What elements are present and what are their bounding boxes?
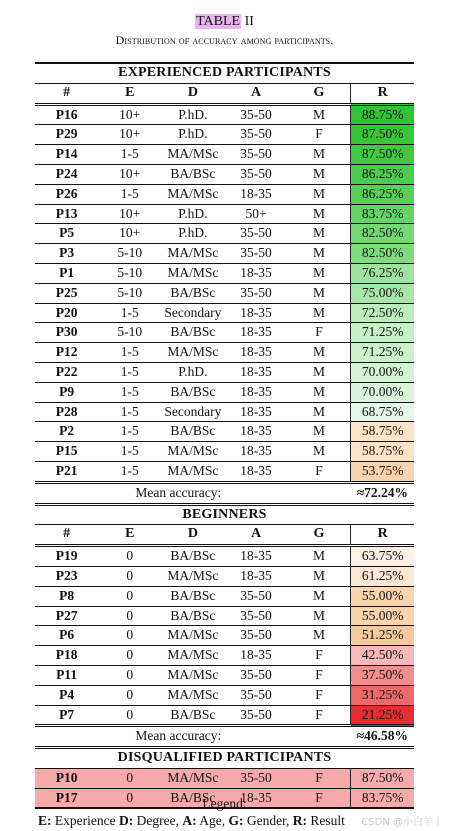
cell-gender: M [288, 184, 351, 204]
cell-age: 18-35 [224, 263, 287, 283]
table-row [35, 402, 414, 422]
cell-experience: 10+ [98, 104, 161, 125]
cell-degree: BA/BSc [161, 382, 224, 402]
cell-age: 35-50 [224, 626, 287, 646]
cell-degree: MA/MSc [161, 685, 224, 705]
cell-degree: BA/BSc [161, 586, 224, 606]
cell-age: 18-35 [224, 382, 287, 402]
table-row [35, 685, 414, 705]
cell-gender: M [288, 204, 351, 224]
mean-accuracy-value: ≈46.58% [351, 726, 414, 748]
cell-experience: 0 [98, 685, 161, 705]
table-label: TABLE [196, 14, 241, 29]
cell-participant: P6 [35, 626, 98, 646]
legend-key-e: E: [38, 813, 52, 828]
table-row [35, 665, 414, 685]
cell-gender: M [288, 362, 351, 382]
column-header-age: A [224, 525, 287, 546]
cell-degree: P.hD. [161, 224, 224, 244]
cell-gender: M [288, 263, 351, 283]
cell-age: 35-50 [224, 685, 287, 705]
table-row [35, 546, 414, 567]
legend-text-a: Age, [199, 813, 226, 828]
cell-degree: BA/BSc [161, 283, 224, 303]
cell-gender: M [288, 442, 351, 462]
table-row [35, 145, 414, 165]
cell-degree: P.hD. [161, 362, 224, 382]
watermark: CSDN @小白羊丨 [361, 817, 443, 828]
cell-participant: P15 [35, 442, 98, 462]
cell-participant: P20 [35, 303, 98, 323]
column-header-result: R [351, 525, 414, 546]
table-row [35, 461, 414, 482]
mean-accuracy-label: Mean accuracy: [35, 482, 288, 504]
cell-experience: 0 [98, 586, 161, 606]
cell-gender: M [288, 382, 351, 402]
cell-age: 18-35 [224, 442, 287, 462]
table-row [35, 606, 414, 626]
table-numeral: II [244, 14, 254, 29]
cell-degree: BA/BSc [161, 164, 224, 184]
cell-age: 50+ [224, 204, 287, 224]
table-row [35, 382, 414, 402]
table-caption-label [0, 14, 449, 30]
cell-degree: MA/MSc [161, 566, 224, 586]
cell-result: 68.75% [351, 402, 414, 422]
cell-result: 83.75% [351, 204, 414, 224]
cell-participant: P12 [35, 343, 98, 363]
table-row [35, 164, 414, 184]
cell-experience: 0 [98, 665, 161, 685]
cell-result: 76.25% [351, 263, 414, 283]
cell-degree: MA/MSc [161, 461, 224, 482]
column-header-participant: # [35, 525, 98, 546]
column-header-gender: G [288, 525, 351, 546]
cell-result: 51.25% [351, 626, 414, 646]
cell-experience: 5-10 [98, 263, 161, 283]
cell-participant: P19 [35, 546, 98, 567]
cell-result: 70.00% [351, 382, 414, 402]
table-row [35, 204, 414, 224]
cell-degree: P.hD. [161, 204, 224, 224]
mean-accuracy-label: Mean accuracy: [35, 726, 288, 748]
mean-accuracy-row [35, 726, 414, 748]
section-header [35, 748, 414, 769]
section-title: DISQUALIFIED PARTICIPANTS [35, 748, 414, 769]
cell-degree: MA/MSc [161, 768, 224, 788]
table-caption-title [0, 33, 449, 48]
cell-result: 58.75% [351, 442, 414, 462]
cell-result: 42.50% [351, 646, 414, 666]
accuracy-table [35, 62, 414, 809]
cell-participant: P4 [35, 685, 98, 705]
table-row [35, 283, 414, 303]
cell-age: 18-35 [224, 788, 287, 808]
legend-key-d: D: [118, 813, 134, 828]
cell-degree: MA/MSc [161, 665, 224, 685]
cell-experience: 5-10 [98, 323, 161, 343]
cell-result: 58.75% [351, 422, 414, 442]
cell-gender: M [288, 566, 351, 586]
cell-gender: M [288, 343, 351, 363]
legend [38, 813, 345, 829]
cell-gender: F [288, 461, 351, 482]
column-header-participant: # [35, 83, 98, 104]
cell-participant: P7 [35, 705, 98, 726]
cell-gender: M [288, 145, 351, 165]
cell-degree: Secondary [161, 402, 224, 422]
cell-result: 72.50% [351, 303, 414, 323]
table-row [35, 626, 414, 646]
cell-participant: P5 [35, 224, 98, 244]
cell-gender: M [288, 283, 351, 303]
cell-experience: 1-5 [98, 461, 161, 482]
cell-degree: BA/BSc [161, 546, 224, 567]
mean-accuracy-value: ≈72.24% [351, 482, 414, 504]
table-row [35, 422, 414, 442]
table-row [35, 566, 414, 586]
table-row [35, 705, 414, 726]
cell-age: 35-50 [224, 606, 287, 626]
cell-gender: F [288, 788, 351, 808]
cell-participant: P26 [35, 184, 98, 204]
column-header-row [35, 525, 414, 546]
cell-participant: P9 [35, 382, 98, 402]
cell-result: 87.50% [351, 125, 414, 145]
cell-participant: P21 [35, 461, 98, 482]
cell-age: 35-50 [224, 224, 287, 244]
cell-experience: 1-5 [98, 145, 161, 165]
cell-age: 18-35 [224, 362, 287, 382]
cell-participant: P28 [35, 402, 98, 422]
column-header-row [35, 83, 414, 104]
legend-text-e: Experience [54, 813, 116, 828]
cell-degree: MA/MSc [161, 184, 224, 204]
cell-experience: 10+ [98, 204, 161, 224]
column-header-experience: E [98, 83, 161, 104]
cell-gender: F [288, 646, 351, 666]
section-header [35, 504, 414, 525]
cell-participant: P18 [35, 646, 98, 666]
cell-result: 70.00% [351, 362, 414, 382]
cell-experience: 1-5 [98, 422, 161, 442]
legend-key-a: A: [182, 813, 197, 828]
table-row [35, 125, 414, 145]
cell-result: 37.50% [351, 665, 414, 685]
cell-experience: 1-5 [98, 382, 161, 402]
table-row [35, 104, 414, 125]
cell-degree: BA/BSc [161, 705, 224, 726]
table-row [35, 768, 414, 788]
cell-gender: M [288, 606, 351, 626]
cell-degree: P.hD. [161, 125, 224, 145]
cell-age: 35-50 [224, 586, 287, 606]
cell-age: 35-50 [224, 768, 287, 788]
cell-experience: 1-5 [98, 303, 161, 323]
cell-participant: P25 [35, 283, 98, 303]
cell-experience: 1-5 [98, 184, 161, 204]
cell-age: 18-35 [224, 184, 287, 204]
cell-participant: P30 [35, 323, 98, 343]
mean-accuracy-spacer [288, 482, 351, 504]
cell-result: 88.75% [351, 104, 414, 125]
cell-experience: 0 [98, 546, 161, 567]
cell-degree: MA/MSc [161, 244, 224, 264]
cell-degree: MA/MSc [161, 646, 224, 666]
cell-result: 55.00% [351, 606, 414, 626]
cell-experience: 0 [98, 705, 161, 726]
section-title: BEGINNERS [35, 504, 414, 525]
mean-accuracy-spacer [288, 726, 351, 748]
cell-age: 18-35 [224, 461, 287, 482]
cell-gender: M [288, 422, 351, 442]
cell-participant: P29 [35, 125, 98, 145]
cell-participant: P27 [35, 606, 98, 626]
cell-age: 35-50 [224, 244, 287, 264]
table-row [35, 343, 414, 363]
cell-degree: MA/MSc [161, 145, 224, 165]
cell-participant: P8 [35, 586, 98, 606]
table-row [35, 303, 414, 323]
cell-participant: P11 [35, 665, 98, 685]
cell-result: 87.50% [351, 145, 414, 165]
cell-experience: 1-5 [98, 343, 161, 363]
cell-participant: P13 [35, 204, 98, 224]
cell-age: 18-35 [224, 566, 287, 586]
table-row [35, 323, 414, 343]
section-title: EXPERIENCED PARTICIPANTS [35, 63, 414, 83]
cell-degree: BA/BSc [161, 422, 224, 442]
cell-degree: MA/MSc [161, 442, 224, 462]
cell-age: 35-50 [224, 705, 287, 726]
cell-result: 75.00% [351, 283, 414, 303]
cell-experience: 0 [98, 606, 161, 626]
cell-participant: P2 [35, 422, 98, 442]
cell-result: 31.25% [351, 685, 414, 705]
cell-result: 82.50% [351, 244, 414, 264]
cell-experience: 1-5 [98, 362, 161, 382]
cell-experience: 0 [98, 566, 161, 586]
cell-gender: M [288, 402, 351, 422]
cell-gender: M [288, 303, 351, 323]
cell-result: 61.25% [351, 566, 414, 586]
cell-experience: 10+ [98, 125, 161, 145]
cell-experience: 1-5 [98, 442, 161, 462]
cell-gender: F [288, 705, 351, 726]
cell-participant: P17 [35, 788, 98, 808]
column-header-experience: E [98, 525, 161, 546]
table-row [35, 184, 414, 204]
table-row [35, 263, 414, 283]
cell-participant: P10 [35, 768, 98, 788]
cell-degree: BA/BSc [161, 606, 224, 626]
cell-degree: BA/BSc [161, 788, 224, 808]
cell-participant: P3 [35, 244, 98, 264]
cell-degree: BA/BSc [161, 323, 224, 343]
cell-gender: M [288, 626, 351, 646]
mean-accuracy-row [35, 482, 414, 504]
cell-gender: F [288, 685, 351, 705]
cell-participant: P23 [35, 566, 98, 586]
legend-text-d: Degree, [136, 813, 179, 828]
table-row [35, 362, 414, 382]
cell-result: 83.75% [351, 788, 414, 808]
cell-gender: F [288, 768, 351, 788]
cell-result: 82.50% [351, 224, 414, 244]
cell-result: 63.75% [351, 546, 414, 567]
cell-result: 71.25% [351, 323, 414, 343]
cell-experience: 0 [98, 646, 161, 666]
cell-result: 86.25% [351, 164, 414, 184]
cell-gender: M [288, 104, 351, 125]
legend-key-g: G: [228, 813, 244, 828]
cell-gender: M [288, 586, 351, 606]
cell-result: 87.50% [351, 768, 414, 788]
cell-experience: 0 [98, 768, 161, 788]
cell-age: 35-50 [224, 283, 287, 303]
cell-experience: 10+ [98, 164, 161, 184]
legend-title: Legend: [202, 796, 247, 811]
cell-age: 35-50 [224, 145, 287, 165]
table-title: Distribution of accuracy among participants. [115, 33, 334, 47]
legend-text-g: Gender, [246, 813, 290, 828]
cell-participant: P22 [35, 362, 98, 382]
legend-text-r: Result [310, 813, 345, 828]
column-header-degree: D [161, 83, 224, 104]
cell-experience: 10+ [98, 224, 161, 244]
cell-gender: F [288, 125, 351, 145]
cell-participant: P14 [35, 145, 98, 165]
cell-age: 18-35 [224, 323, 287, 343]
cell-age: 35-50 [224, 125, 287, 145]
cell-degree: MA/MSc [161, 626, 224, 646]
cell-participant: P16 [35, 104, 98, 125]
cell-gender: F [288, 323, 351, 343]
cell-age: 18-35 [224, 646, 287, 666]
table-row [35, 442, 414, 462]
column-header-result: R [351, 83, 414, 104]
cell-age: 35-50 [224, 665, 287, 685]
cell-experience: 0 [98, 626, 161, 646]
table-row [35, 244, 414, 264]
table-row [35, 224, 414, 244]
cell-experience: 1-5 [98, 402, 161, 422]
cell-experience: 0 [98, 788, 161, 808]
cell-age: 18-35 [224, 402, 287, 422]
cell-participant: P24 [35, 164, 98, 184]
legend-key-r: R: [292, 813, 308, 828]
cell-gender: F [288, 665, 351, 685]
cell-degree: Secondary [161, 303, 224, 323]
cell-experience: 5-10 [98, 283, 161, 303]
section-header [35, 63, 414, 83]
cell-result: 71.25% [351, 343, 414, 363]
cell-age: 18-35 [224, 303, 287, 323]
cell-age: 18-35 [224, 343, 287, 363]
cell-result: 53.75% [351, 461, 414, 482]
cell-degree: P.hD. [161, 104, 224, 125]
cell-participant: P1 [35, 263, 98, 283]
cell-gender: M [288, 224, 351, 244]
table-row [35, 646, 414, 666]
cell-result: 55.00% [351, 586, 414, 606]
cell-age: 35-50 [224, 164, 287, 184]
cell-degree: MA/MSc [161, 263, 224, 283]
cell-age: 18-35 [224, 422, 287, 442]
cell-gender: M [288, 546, 351, 567]
column-header-age: A [224, 83, 287, 104]
column-header-gender: G [288, 83, 351, 104]
cell-age: 35-50 [224, 104, 287, 125]
cell-result: 86.25% [351, 184, 414, 204]
cell-experience: 5-10 [98, 244, 161, 264]
cell-result: 21.25% [351, 705, 414, 726]
cell-gender: M [288, 164, 351, 184]
cell-age: 18-35 [224, 546, 287, 567]
column-header-degree: D [161, 525, 224, 546]
cell-degree: MA/MSc [161, 343, 224, 363]
cell-gender: M [288, 244, 351, 264]
table-row [35, 586, 414, 606]
